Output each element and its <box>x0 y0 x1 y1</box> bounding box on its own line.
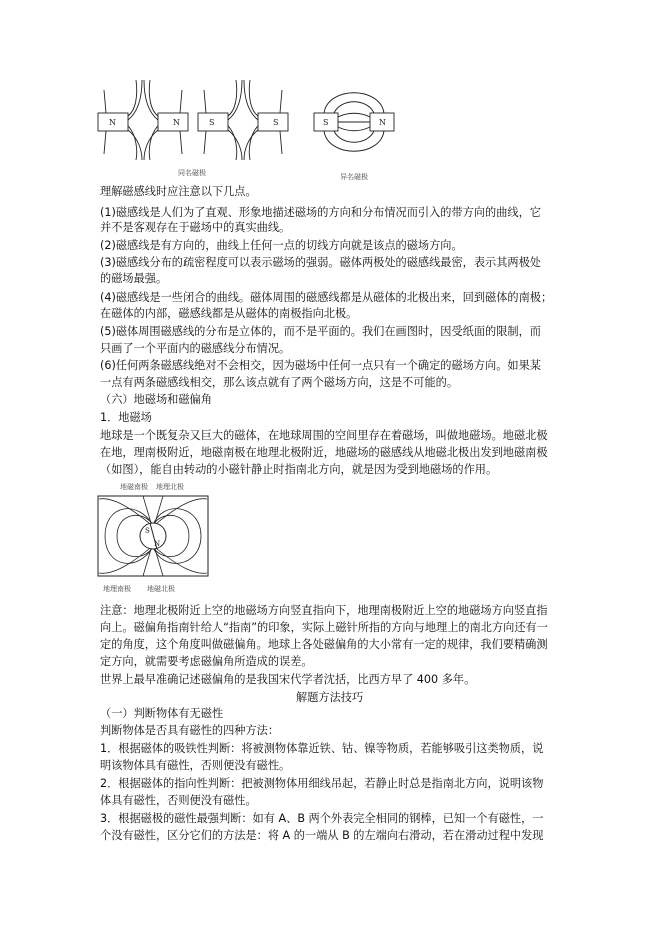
magnet-label: S <box>273 118 279 127</box>
magnet-label: S <box>323 118 329 127</box>
magnet-label: N <box>379 118 386 127</box>
text-line: 在地，理南极附近，地磁南极在地理北极附近，地磁场的磁感线从地磁北极出发到地磁南极 <box>100 446 548 459</box>
text-line: 明该物体具有磁性，否则便没有磁性。 <box>100 759 291 772</box>
text-line: 理解磁感线时应注意以下几点。 <box>100 185 257 198</box>
text-line: 定方向，就需要考虑磁偏角所造成的误差。 <box>100 655 313 668</box>
text-line: 体具有磁性，否则便没有磁性。 <box>100 794 257 807</box>
magnet-poles-figure <box>96 80 396 180</box>
text-line: 的磁场最强。 <box>100 272 168 285</box>
label-geomagnetic-south: 地磁南极 <box>120 483 148 491</box>
magnet-label: N <box>173 118 180 127</box>
text-line: (4)磁感线是一些闭合的曲线。磁体周围的磁感线都是从磁体的北极出来，回到磁体的南极； <box>100 291 553 304</box>
text-line: (1)磁感线是人们为了直观、形象地描述磁场的方向和分布情况而引入的带方向的曲线，它 <box>100 206 541 219</box>
section-heading: （六）地磁场和磁偏角 <box>100 393 212 406</box>
text-line: 1．根据磁体的吸铁性判断：将被测物体靠近铁、钴、镍等物质，若能够吸引这类物质，说 <box>100 742 544 755</box>
label-geographic-south: 地理南极 <box>103 585 131 593</box>
text-line: (5)磁体周围磁感线的分布是立体的，而不是平面的。我们在画图时，因受纸面的限制，而 <box>100 325 541 338</box>
section-heading: （一）判断物体有无磁性 <box>100 707 224 720</box>
text-line: 注意：地理北极附近上空的地磁场方向竖直指向下，地理南极附近上空的地磁场方向竖直指 <box>100 604 548 617</box>
text-line: 个没有磁性，区分它们的方法是：将 A 的一端从 B 的左端向右滑动，若在滑动过程中发现 <box>100 829 544 842</box>
text-line: (2)磁感线是有方向的，曲线上任何一点的切线方向就是该点的磁场方向。 <box>100 239 463 252</box>
pole-label-n: N <box>154 540 161 548</box>
text-line: 判断物体是否具有磁性的四种方法： <box>100 724 280 737</box>
text-line: （如图），能自由转动的小磁针静止时指南北方向，就是因为受到地磁场的作用。 <box>100 463 498 476</box>
figure-caption-same-poles: 同名磁极 <box>178 169 206 177</box>
section-title: 解题方法技巧 <box>296 691 364 704</box>
text-line: 定的角度，这个角度叫做磁偏角。地球上各处磁偏角的大小常有一定的规律，我们要精确测 <box>100 638 548 651</box>
earth-magnetic-field-figure <box>97 495 209 577</box>
text-line: 只画了一个平面内的磁感线分布情况。 <box>100 342 291 355</box>
label-geographic-north: 地理北极 <box>156 483 184 491</box>
text-line: 一点有两条磁感线相交，那么该点就有了两个磁场方向，这是不可能的。 <box>100 376 459 389</box>
subsection-heading: 1．地磁场 <box>100 411 152 424</box>
text-line: 在磁体的内部，磁感线都是从磁体的南极指向北极。 <box>100 307 358 320</box>
text-line: (3)磁感线分布的疏密程度可以表示磁场的强弱。磁体两极处的磁感线最密，表示其两极处 <box>100 256 541 269</box>
text-line: (6)任何两条磁感线绝对不会相交，因为磁场中任何一点只有一个确定的磁场方向。如果某 <box>100 359 541 372</box>
figure-caption-opposite-poles: 异名磁极 <box>340 173 368 181</box>
text-line: 3．根据磁极的磁性最强判断：如有 A、B 两个外表完全相同的钢棒，已知一个有磁性，一 <box>100 812 544 825</box>
magnet-label: S <box>209 118 215 127</box>
text-line: 向上。磁偏角指南针给人“指南”的印象，实际上磁针所指的方向与地理上的南北方向还有一 <box>100 621 548 634</box>
text-line: 地球是一个既复杂又巨大的磁体，在地球周围的空间里存在着磁场，叫做地磁场。地磁北极 <box>100 429 548 442</box>
text-line: 2．根据磁体的指向性判断：把被测物体用细线吊起，若静止时总是指南北方向，说明该物 <box>100 777 544 790</box>
pole-label-s: S <box>145 527 150 535</box>
label-geomagnetic-north: 地磁北极 <box>147 585 175 593</box>
text-line: 并不是客观存在于磁场中的真实曲线。 <box>100 221 291 234</box>
text-line: 世界上最早准确记述磁偏角的是我国宋代学者沈括，比西方早了 400 多年。 <box>100 673 476 686</box>
magnet-label: N <box>109 118 116 127</box>
